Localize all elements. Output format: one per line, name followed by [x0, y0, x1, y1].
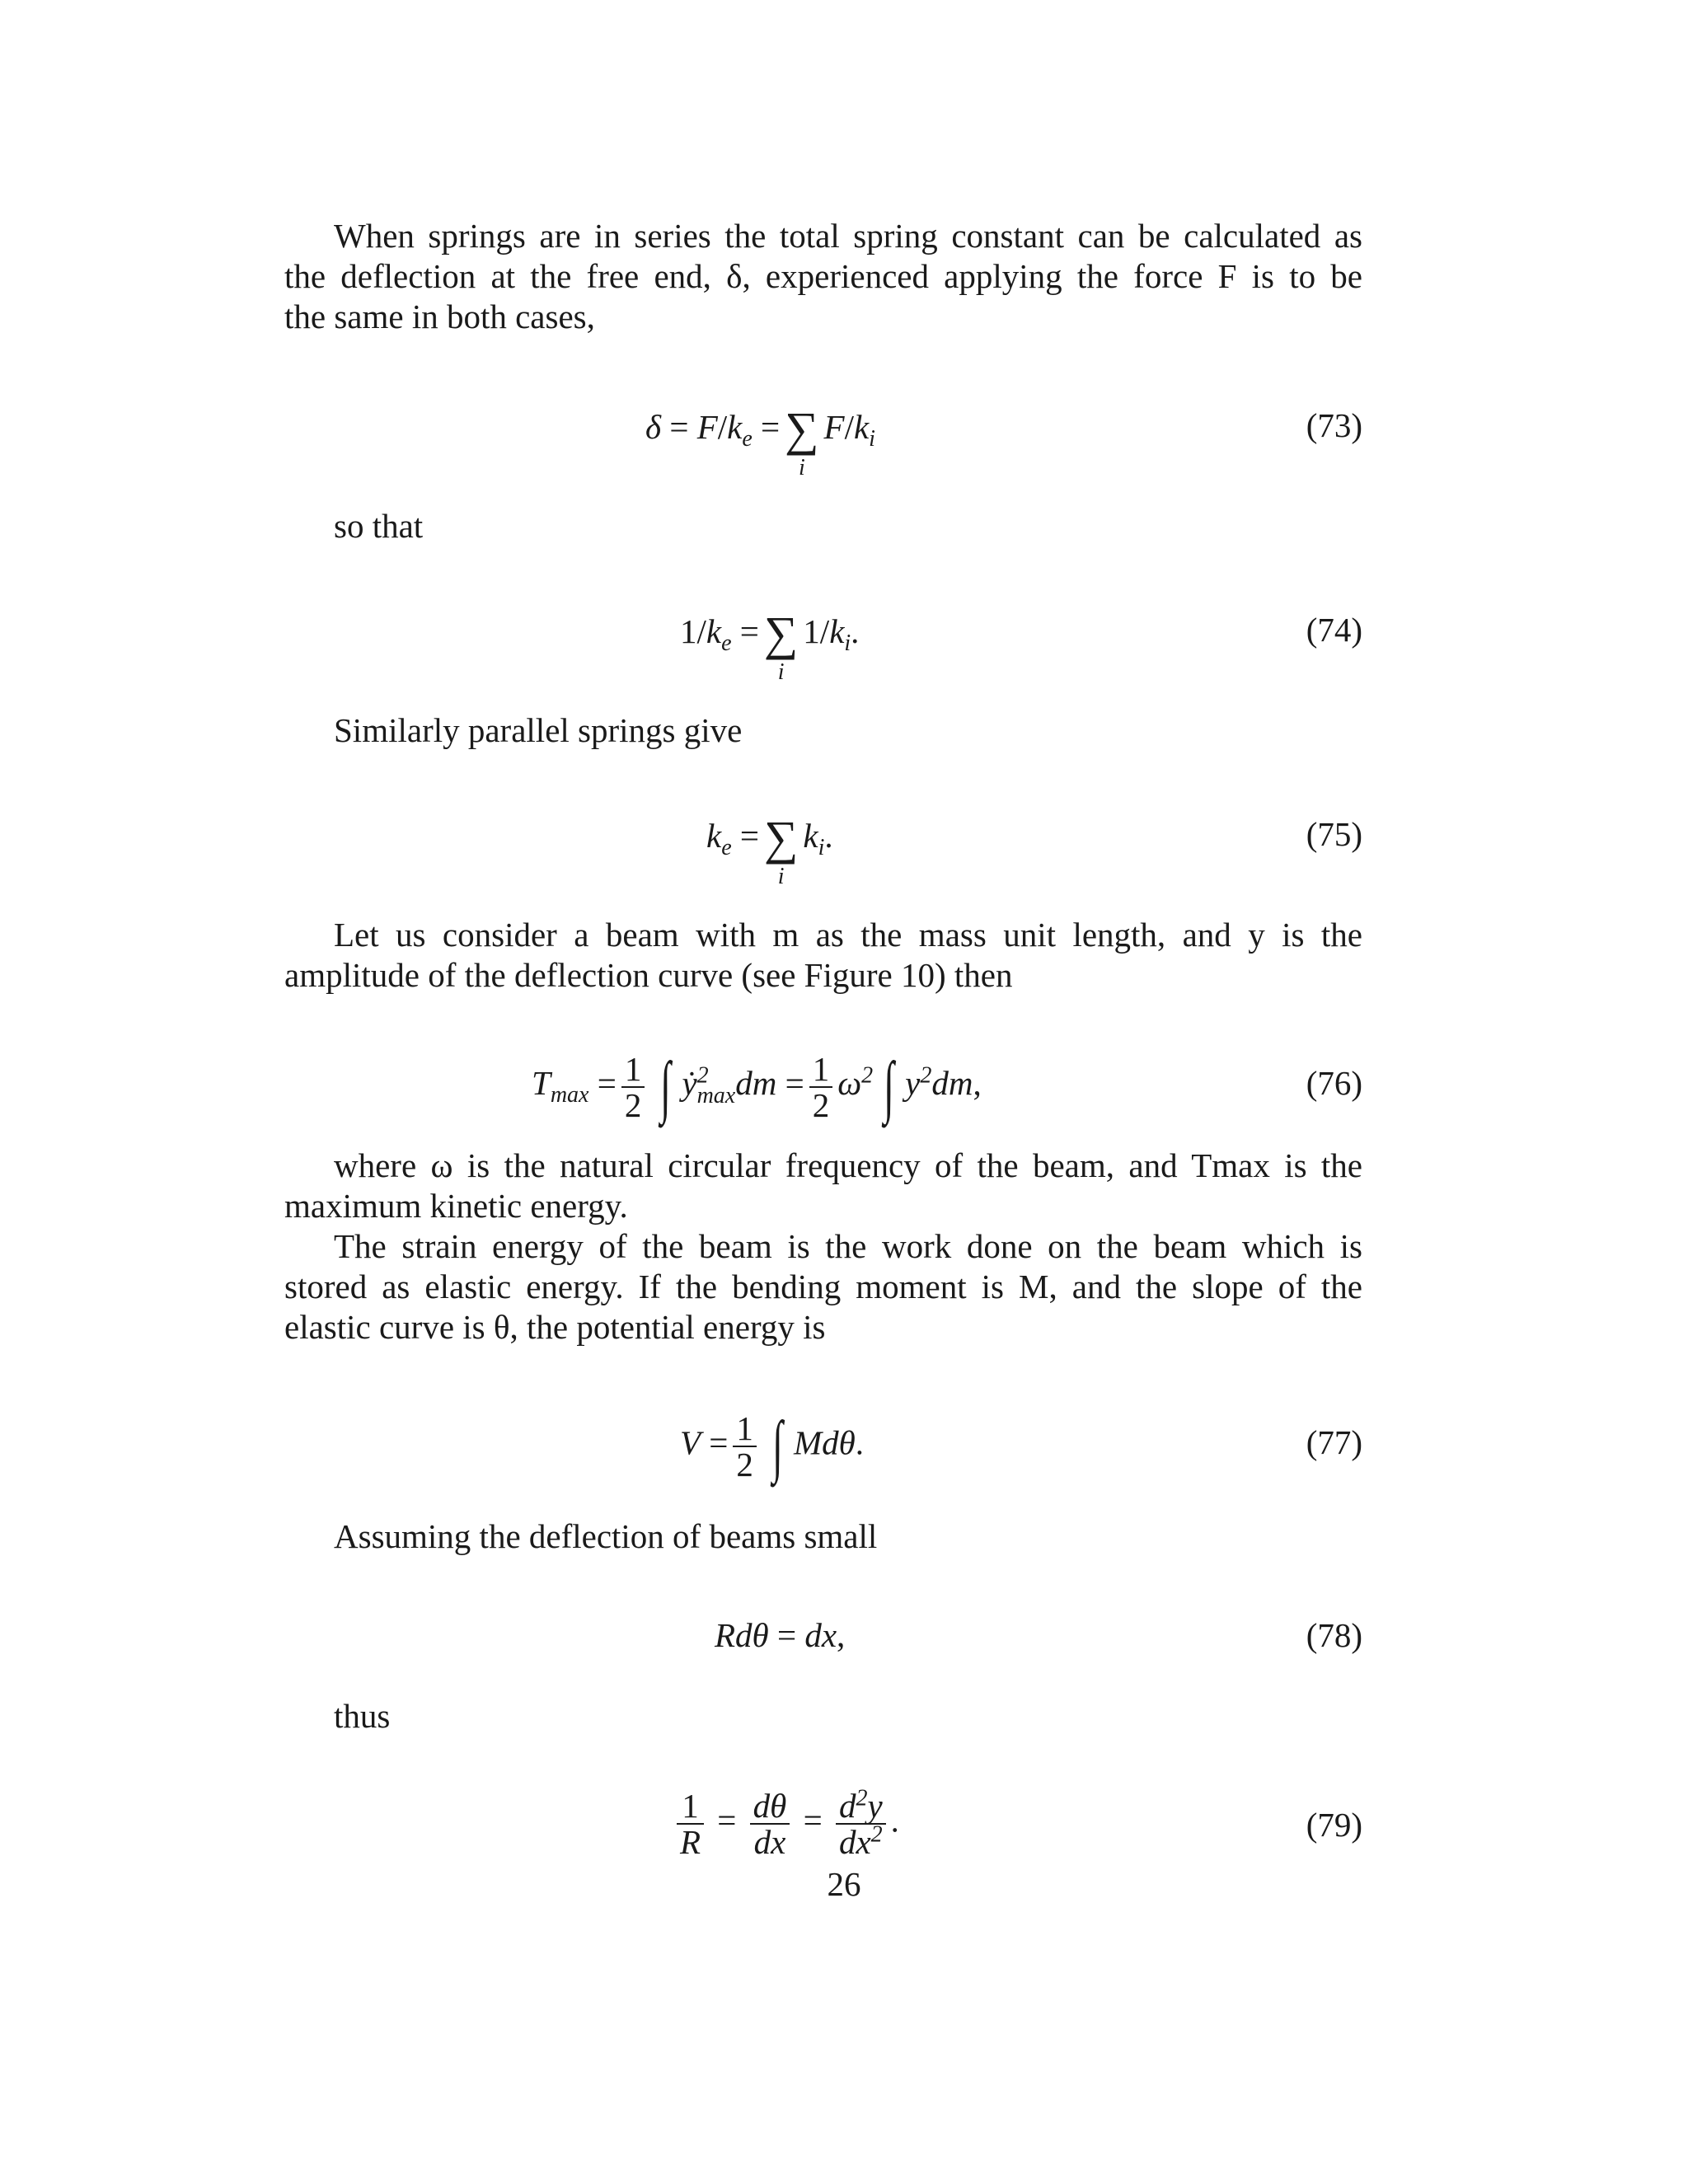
equation-number: (78) — [1306, 1616, 1362, 1654]
equation-number: (73) — [1306, 406, 1362, 444]
paragraph-small-deflection: Assuming the deflection of beams small — [334, 1517, 878, 1555]
text-line: amplitude of the deflection curve (see Figure 10) then — [284, 956, 1013, 994]
equation-73-body: $\delta = F/k_e$ = ∑ i $F/k_i$ — [645, 402, 875, 480]
page-number: 26 — [827, 1865, 861, 1903]
text-line: Let us consider a beam with m as the mass unit length, and y is the — [334, 916, 1362, 954]
equation-75 — [284, 811, 1362, 905]
equation-78 — [284, 1615, 1362, 1706]
equation-74-body: $1/k_e$ = ∑ i $1/k_i$. — [680, 607, 860, 685]
paragraph-so-that: so that — [334, 507, 424, 545]
text-line: where ω is the natural circular frequency of the beam, and Tmax is the — [334, 1146, 1362, 1184]
equation-77 — [284, 1408, 1362, 1513]
equation-78-body: Rdθ = dx, — [715, 1616, 846, 1654]
equation-75-body: $k_e$ = ∑ i $k_i$. — [706, 811, 833, 889]
equation-76-body: $T_{max}$ = $\frac{1}{2}$ ∫ ẏ$^2_{max}$dm = $\frac{1}{2}$ $\omega^2$ ∫ $y^2dm$, — [532, 1048, 982, 1125]
paragraph-series-springs — [284, 216, 1362, 337]
paragraph-frequency — [284, 1146, 1362, 1226]
text-line: the same in both cases, — [284, 298, 595, 335]
equation-number: (76) — [1306, 1064, 1362, 1102]
equation-number: (79) — [1306, 1806, 1362, 1844]
paragraph-beam — [284, 915, 1362, 996]
text-line: maximum kinetic energy. — [284, 1187, 628, 1225]
paragraph-thus: thus — [334, 1697, 391, 1735]
paragraph-strain-energy — [284, 1226, 1362, 1347]
equation-77-body: V = $\frac{1}{2}$ ∫ Mdθ. — [680, 1408, 864, 1484]
text-line: When springs are in series the total spring constant can be calculated as — [334, 217, 1362, 255]
equation-number: (77) — [1306, 1423, 1362, 1461]
text-line: the deflection at the free end, δ, experienced applying the force F is to be — [284, 257, 1362, 295]
equation-73 — [284, 402, 1362, 496]
equation-number: (75) — [1306, 815, 1362, 853]
text-line: The strain energy of the beam is the work done on the beam which is — [334, 1227, 1362, 1265]
text-line: elastic curve is θ, the potential energy is — [284, 1308, 826, 1346]
equation-79-body: $\frac{1}{R}$ = $\frac{d\theta}{dx}$ = $\frac{d^2y}{dx^2}$ . — [672, 1788, 899, 1879]
equation-number: (74) — [1306, 611, 1362, 649]
text-line: stored as elastic energy. If the bending moment is M, and the slope of the — [284, 1268, 1362, 1305]
paragraph-parallel-springs: Similarly parallel springs give — [334, 711, 743, 749]
equation-74 — [284, 607, 1362, 701]
